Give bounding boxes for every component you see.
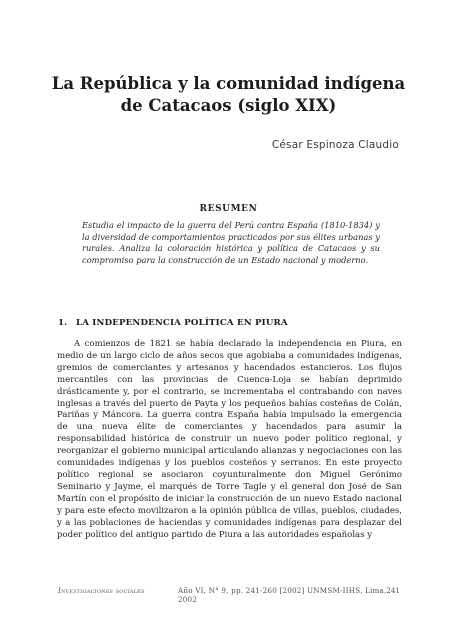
article-title-line-2: de Catacaos (siglo XIX)	[120, 96, 337, 115]
section-heading	[58, 318, 288, 328]
page-number: 241	[386, 586, 400, 595]
footer-issue-info: Año VI, N° 9, pp. 241-260 [2002] UNMSM-IIHS, Lima, 2002	[178, 586, 387, 604]
author-name: César Espinoza Claudio	[271, 139, 399, 151]
section-body-paragraph: A comienzos de 1821 se había declarado la independencia en Piura, en medio de un largo ciclo de años secos que agobiaba a comunidades indígenas, gremios de comerciantes y artesanos y hacendados estancieros. Los flujos mercantiles con las provincias de Cuenca-Loja se habían deprimido drásticamente y, por el contrario, se incrementaba el contrabando con naves inglesas a través del puerto de Payta y los pequeños bahías costeñas de Colán, Pariñas y Máncora. La guerra contra España había impulsado la emergencia de una nueva élite de comerciantes y hacendados para asumir la responsabilidad histórica de construir un nuevo poder político regional, y reorganizar el gobierno municipal articulando alianzas y negociaciones con las comunidades indígenas y los pueblos costeños y serranos. En este proyecto político regional se asociaron coyunturalmente don Miguel Gerónimo Seminario y Jayme, el marqués de Torre Tagle y el general don José de San Martín con el propósito de iniciar la construcción de un nuevo Estado nacional y para este efecto movilizaron a la opinión pública de villas, pueblos, ciudades, y a las poblaciones de haciendas y comunidades indígenas para desplazar del poder político del antiguo partido de Piura a las autoridades españolas y	[57, 339, 402, 540]
section-title: LA INDEPENDENCIA POLÍTICA EN PIURA	[76, 318, 288, 328]
article-title-line-1: La República y la comunidad indígena	[51, 74, 406, 93]
footer-journal-name: Investigaciones sociales	[58, 586, 145, 595]
abstract-text: Estudia el impacto de la guerra del Perú contra España (1810-1834) y la diversidad de comportamientos practicados por sus élites urbanas y rurales. Analiza la coloración histórica y política de Catacaos y su compromiso para la construcción de un Estado nacional y moderno.	[82, 220, 380, 265]
abstract-heading: RESUMEN	[199, 204, 258, 214]
section-number: 1.	[58, 318, 68, 328]
